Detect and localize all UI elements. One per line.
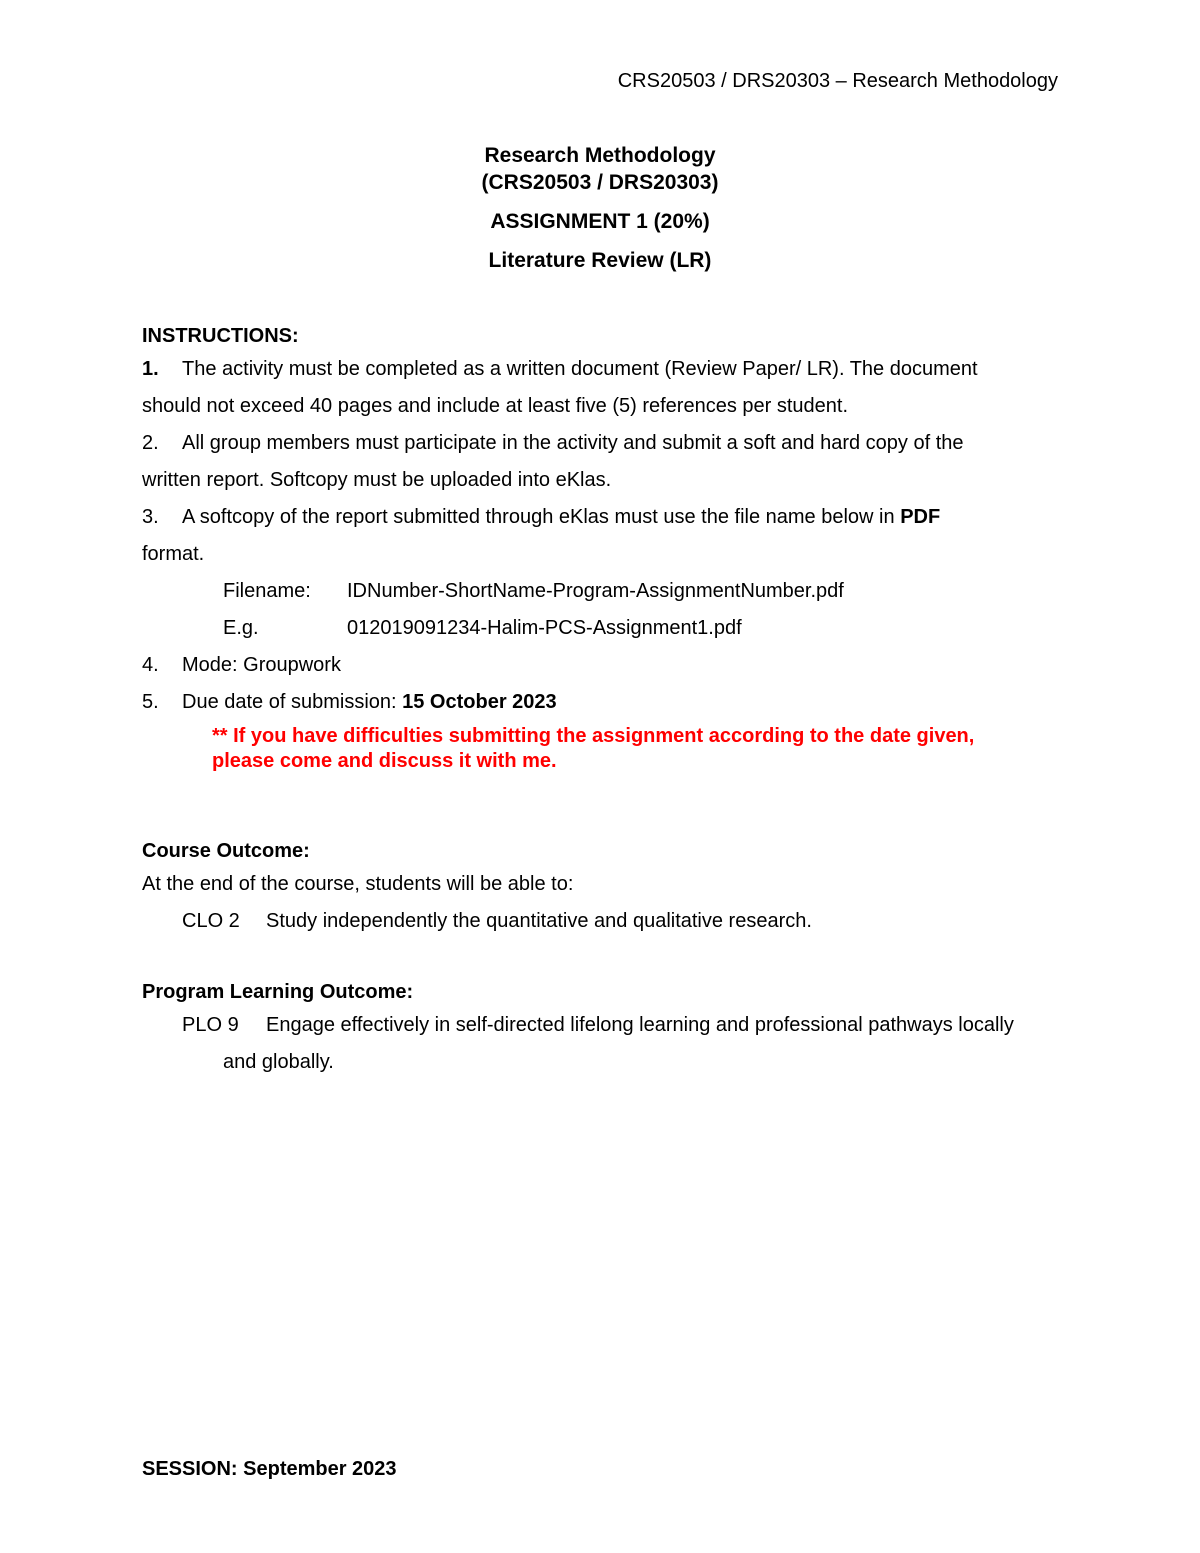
example-row bbox=[142, 610, 1062, 647]
item-number: 3. bbox=[142, 506, 159, 528]
clo-code: CLO 2 bbox=[182, 910, 240, 932]
instruction-item-4 bbox=[142, 647, 1062, 684]
plo-text-continued: and globally. bbox=[223, 1051, 334, 1073]
plo-row bbox=[142, 1007, 1062, 1044]
plo-text: Engage effectively in self-directed lifelong learning and professional pathways locally bbox=[266, 1014, 1014, 1036]
item-text: All group members must participate in the activity and submit a soft and hard copy of the bbox=[182, 432, 964, 454]
clo-text: Study independently the quantitative and qualitative research. bbox=[266, 910, 812, 932]
instruction-item-1 bbox=[142, 351, 1062, 425]
clo-row bbox=[142, 903, 1062, 940]
due-date: 15 October 2023 bbox=[402, 691, 557, 713]
item-text-bold: PDF bbox=[900, 506, 941, 528]
course-name: Research Methodology bbox=[484, 144, 716, 167]
submission-warning bbox=[142, 724, 1062, 774]
item-text-continued: written report. Softcopy must be uploaded into eKlas. bbox=[142, 469, 612, 491]
item-text: The activity must be completed as a written document (Review Paper/ LR). The document bbox=[182, 358, 978, 380]
course-outcome-heading: Course Outcome: bbox=[142, 840, 310, 862]
instruction-item-5 bbox=[142, 684, 1062, 721]
warning-line: ** If you have difficulties submitting the assignment according to the date given, bbox=[212, 725, 975, 747]
example-label: E.g. bbox=[223, 617, 259, 639]
running-header: CRS20503 / DRS20303 – Research Methodology bbox=[617, 70, 1058, 92]
item-number: 2. bbox=[142, 432, 159, 454]
example-value: 012019091234-Halim-PCS-Assignment1.pdf bbox=[347, 617, 742, 639]
plo-code: PLO 9 bbox=[182, 1014, 239, 1036]
title-block bbox=[0, 142, 1200, 274]
item-text-continued: format. bbox=[142, 543, 205, 565]
warning-line: please come and discuss it with me. bbox=[212, 750, 557, 772]
item-text: Due date of submission: bbox=[182, 691, 403, 713]
course-outcome-intro: At the end of the course, students will be able to: bbox=[142, 873, 574, 895]
session-footer: SESSION: September 2023 bbox=[142, 1458, 397, 1480]
item-text: Mode: Groupwork bbox=[182, 654, 341, 676]
filename-row bbox=[142, 573, 1062, 610]
item-text-continued: should not exceed 40 pages and include at least five (5) references per student. bbox=[142, 395, 849, 417]
assignment-topic: Literature Review (LR) bbox=[488, 249, 712, 272]
filename-label: Filename: bbox=[223, 580, 311, 602]
item-number: 4. bbox=[142, 654, 159, 676]
item-text: A softcopy of the report submitted through eKlas must use the file name below in bbox=[182, 506, 901, 528]
item-number: 1. bbox=[142, 358, 159, 380]
program-outcome-heading: Program Learning Outcome: bbox=[142, 981, 414, 1003]
filename-value: IDNumber-ShortName-Program-AssignmentNumber.pdf bbox=[347, 580, 844, 602]
instruction-item-2 bbox=[142, 425, 1062, 499]
instruction-item-3 bbox=[142, 499, 1062, 573]
instructions-heading: INSTRUCTIONS: bbox=[142, 325, 299, 347]
item-number: 5. bbox=[142, 691, 159, 713]
assignment-title: ASSIGNMENT 1 (20%) bbox=[490, 210, 710, 233]
course-codes: (CRS20503 / DRS20303) bbox=[481, 171, 719, 194]
main-content bbox=[142, 321, 1062, 1081]
